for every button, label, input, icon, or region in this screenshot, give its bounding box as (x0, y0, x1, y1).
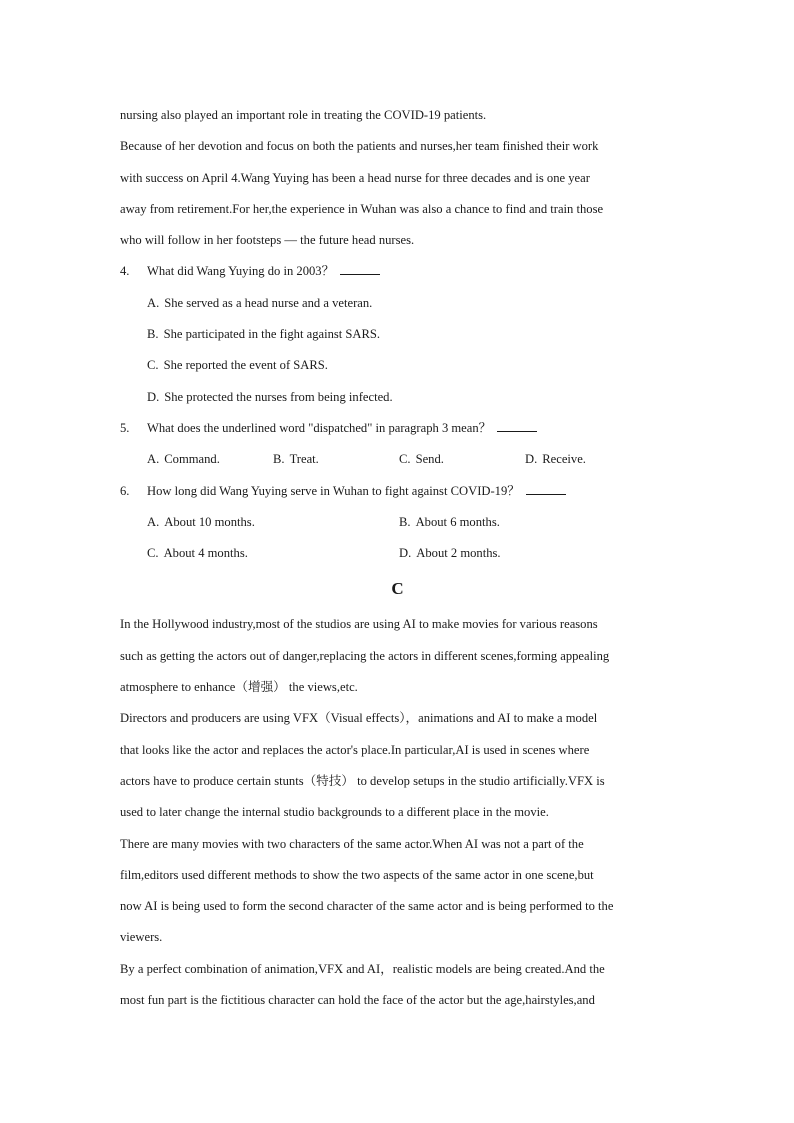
option-letter: D. (525, 452, 538, 467)
passage-line: In the Hollywood industry,most of the studios are using AI to make movies for various reasons (120, 617, 598, 632)
options-row (120, 507, 675, 538)
option-text: About 2 months. (416, 546, 501, 561)
option-letter: C. (147, 358, 159, 373)
intro-line: with success on April 4.Wang Yuying has been a head nurse for three decades and is one year (120, 170, 590, 185)
passage-line: that looks like the actor and replaces the actor's place.In particular,AI is used in scenes where (120, 742, 590, 757)
option-c (120, 350, 675, 381)
option-d (120, 382, 675, 413)
option-text: She participated in the fight against SARS. (163, 327, 381, 342)
question-text: How long did Wang Yuying serve in Wuhan to fight against COVID-19？ (147, 476, 566, 507)
option-letter: A. (147, 452, 160, 467)
question-text: What did Wang Yuying do in 2003？ (147, 256, 380, 287)
passage-line: now AI is being used to form the second character of the same actor and is being performed to the (120, 899, 614, 914)
option-text: Treat. (289, 452, 319, 467)
question-5 (120, 413, 675, 444)
option-b (399, 507, 500, 538)
passage-line: most fun part is the fictitious character can hold the face of the actor but the age,hairstyles,and (120, 993, 595, 1008)
passage-line: such as getting the actors out of danger,replacing the actors in different scenes,forming appealing (120, 648, 610, 663)
option-c (147, 538, 248, 569)
option-letter: B. (273, 452, 285, 467)
option-letter: A. (147, 514, 160, 529)
option-a (147, 444, 220, 475)
question-number: 5. (120, 420, 130, 435)
intro-line: who will follow in her footsteps — the future head nurses. (120, 233, 415, 248)
passage-line: atmosphere to enhance（增强） the views,etc. (120, 680, 358, 695)
passage-line: actors have to produce certain stunts（特技） to develop setups in the studio artificially.VFX is (120, 773, 605, 788)
options-row (120, 538, 675, 569)
question-number: 4. (120, 264, 130, 279)
option-text: She protected the nurses from being infected. (164, 389, 393, 404)
option-b (273, 444, 319, 475)
question-6 (120, 476, 675, 507)
option-letter: B. (147, 327, 159, 342)
page-content (120, 100, 675, 1016)
question-4 (120, 256, 675, 287)
passage-line: viewers. (120, 930, 163, 945)
option-text: She served as a head nurse and a veteran. (164, 295, 373, 310)
intro-line: nursing also played an important role in treating the COVID-19 patients. (120, 108, 487, 122)
answer-blank (340, 260, 380, 275)
option-b (120, 319, 675, 350)
option-letter: C. (399, 452, 411, 467)
option-letter: D. (399, 546, 412, 561)
option-a (147, 507, 255, 538)
section-heading: C (391, 579, 404, 599)
option-text: She reported the event of SARS. (163, 358, 328, 373)
options-row (120, 444, 675, 475)
option-text: About 6 months. (415, 514, 500, 529)
option-letter: D. (147, 389, 160, 404)
passage-line: There are many movies with two characters of the same actor.When AI was not a part of the (120, 836, 584, 851)
option-d (399, 538, 501, 569)
option-letter: B. (399, 514, 411, 529)
option-a (120, 288, 675, 319)
option-text: Command. (164, 452, 220, 467)
question-number: 6. (120, 483, 130, 498)
answer-blank (497, 417, 537, 432)
intro-line: away from retirement.For her,the experience in Wuhan was also a chance to find and train those (120, 201, 604, 216)
option-text: Receive. (542, 452, 586, 467)
passage-line: Directors and producers are using VFX（Visual effects），animations and AI to make a model (120, 711, 598, 726)
passage-line: used to later change the internal studio backgrounds to a different place in the movie. (120, 805, 549, 820)
intro-line: Because of her devotion and focus on both the patients and nurses,her team finished their work (120, 139, 599, 154)
option-text: Send. (415, 452, 444, 467)
option-letter: A. (147, 295, 160, 310)
option-d (525, 444, 586, 475)
option-text: About 10 months. (164, 514, 255, 529)
answer-blank (526, 480, 566, 495)
passage-line: By a perfect combination of animation,VFX and AI，realistic models are being created.And the (120, 961, 605, 976)
option-text: About 4 months. (163, 546, 248, 561)
question-text: What does the underlined word "dispatched" in paragraph 3 mean？ (147, 413, 537, 444)
option-c (399, 444, 444, 475)
option-letter: C. (147, 546, 159, 561)
passage-line: film,editors used different methods to show the two aspects of the same actor in one scene,but (120, 867, 594, 882)
